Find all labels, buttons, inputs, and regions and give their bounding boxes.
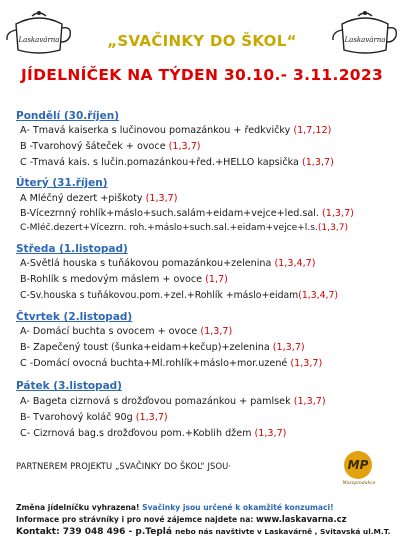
- allergens: (1,3,4,7): [298, 290, 339, 301]
- footer-info: Informace pro strávníky i pro nové zájemce najdete na: www.laskavarna.cz: [16, 514, 347, 524]
- allergens: (1,3,7): [272, 342, 305, 353]
- menu-item-friday-b: B- Tvarohový koláč 90g (1,3,7): [20, 412, 168, 423]
- menu-item-friday-c: C- Cizrnová bag.s drožďovou pom.+Koblih džem (1,3,7): [20, 428, 287, 439]
- footer-notice: Změna jídelníčku vyhrazena! Svačinky jsou určené k okamžité konzumaci!: [16, 503, 334, 512]
- allergens: (1,3,7): [301, 157, 334, 168]
- allergens: (1,7): [205, 274, 228, 285]
- menu-item-tuesday-b: B-Vícezrnný rohlík+máslo+such.salám+eidam+vejce+led.sal. (1,3,7): [20, 208, 354, 219]
- menu-item-thursday-b: B- Zapečený toust (šunka+eidam+kečup)+zelenina (1,3,7): [20, 342, 305, 353]
- partner-logo: [338, 451, 394, 495]
- allergens: (1,3,7): [135, 412, 168, 423]
- footer-contact-address: nebo nás navštivte v Laskavárně , Svitavská ul.M.T.: [175, 527, 391, 536]
- allergens: (1,3,7): [254, 428, 287, 439]
- day-heading-friday: Pátek (3.listopad): [16, 380, 122, 392]
- allergens: (1,3,7): [145, 193, 178, 204]
- menu-item-tuesday-c: C-Mléč.dezert+Vícezrn. roh.+máslo+such.sal.+eidam+vejce+l.s.(1,3,7): [20, 223, 349, 233]
- allergens: (1,3,7): [317, 223, 349, 233]
- menu-item-thursday-c: C -Domácí ovocná buchta+Ml.rohlík+máslo+mor.uzené (1,3,7): [20, 358, 323, 369]
- footer-notice-highlight: Svačinky jsou určené k okamžité konzumaci!: [142, 503, 334, 512]
- website-link[interactable]: www.laskavarna.cz: [256, 514, 347, 524]
- allergens: (1,3,7): [290, 358, 323, 369]
- logo-right-text: Laskavárna: [344, 36, 386, 44]
- mp-logo-icon: MP: [344, 451, 372, 479]
- menu-item-monday-a: A- Tmavá kaiserka s lučinovou pomazánkou + ředkvičky (1,7,12): [20, 125, 332, 136]
- menu-item-wednesday-b: B-Rohlík s medovým máslem + ovoce (1,7): [20, 274, 228, 285]
- allergens: (1,7,12): [293, 125, 332, 136]
- allergens: (1,3,7): [293, 396, 326, 407]
- allergens: (1,3,7): [200, 326, 233, 337]
- logo-left-text: Laskavárna: [18, 36, 60, 44]
- day-heading-monday: Pondělí (30.říjen): [16, 110, 120, 122]
- day-heading-tuesday: Úterý (31.říjen): [16, 177, 108, 189]
- menu-item-thursday-a: A- Domácí buchta s ovocem + ovoce (1,3,7): [20, 326, 233, 337]
- menu-title: JÍDELNÍČEK NA TÝDEN 30.10.- 3.11.2023: [20, 66, 384, 84]
- brand-title: „SVAČINKY DO ŠKOL“: [107, 32, 297, 50]
- allergens: (1,3,7): [168, 141, 201, 152]
- menu-item-tuesday-a: A Mléčný dezert +piškoty (1,3,7): [20, 193, 178, 204]
- menu-item-monday-b: B -Tvarohový šáteček + ovoce (1,3,7): [20, 141, 201, 152]
- allergens: (1,3,4,7): [274, 258, 316, 269]
- menu-item-friday-a: A- Bageta cizrnová s drožďovou pomazánkou + pamlsek (1,3,7): [20, 396, 326, 407]
- footer-contact: Kontakt: 739 048 496 - p.Teplá nebo nás navštivte v Laskavárně , Svitavská ul.M.T.: [16, 527, 391, 537]
- partner-text: PARTNEREM PROJEKTU „SVAČINKY DO ŠKOL“ JSOU·: [16, 461, 232, 471]
- day-heading-wednesday: Středa (1.listopad): [16, 243, 128, 255]
- menu-item-wednesday-c: C-Sv.houska s tuňákovou.pom.+zel.+Rohlík +máslo+eidam(1,3,4,7): [20, 290, 339, 301]
- allergens: (1,3,7): [322, 208, 354, 219]
- mp-logo-caption: Masoprodukce: [342, 481, 376, 486]
- day-heading-thursday: Čtvrtek (2.listopad): [16, 311, 133, 323]
- menu-item-monday-c: C -Tmavá kais. s lučin.pomazánkou+řed.+HELLO kapsička (1,3,7): [20, 157, 334, 168]
- menu-item-wednesday-a: A-Světlá houska s tuňákovou pomazánkou+zelenina (1,3,4,7): [20, 258, 316, 269]
